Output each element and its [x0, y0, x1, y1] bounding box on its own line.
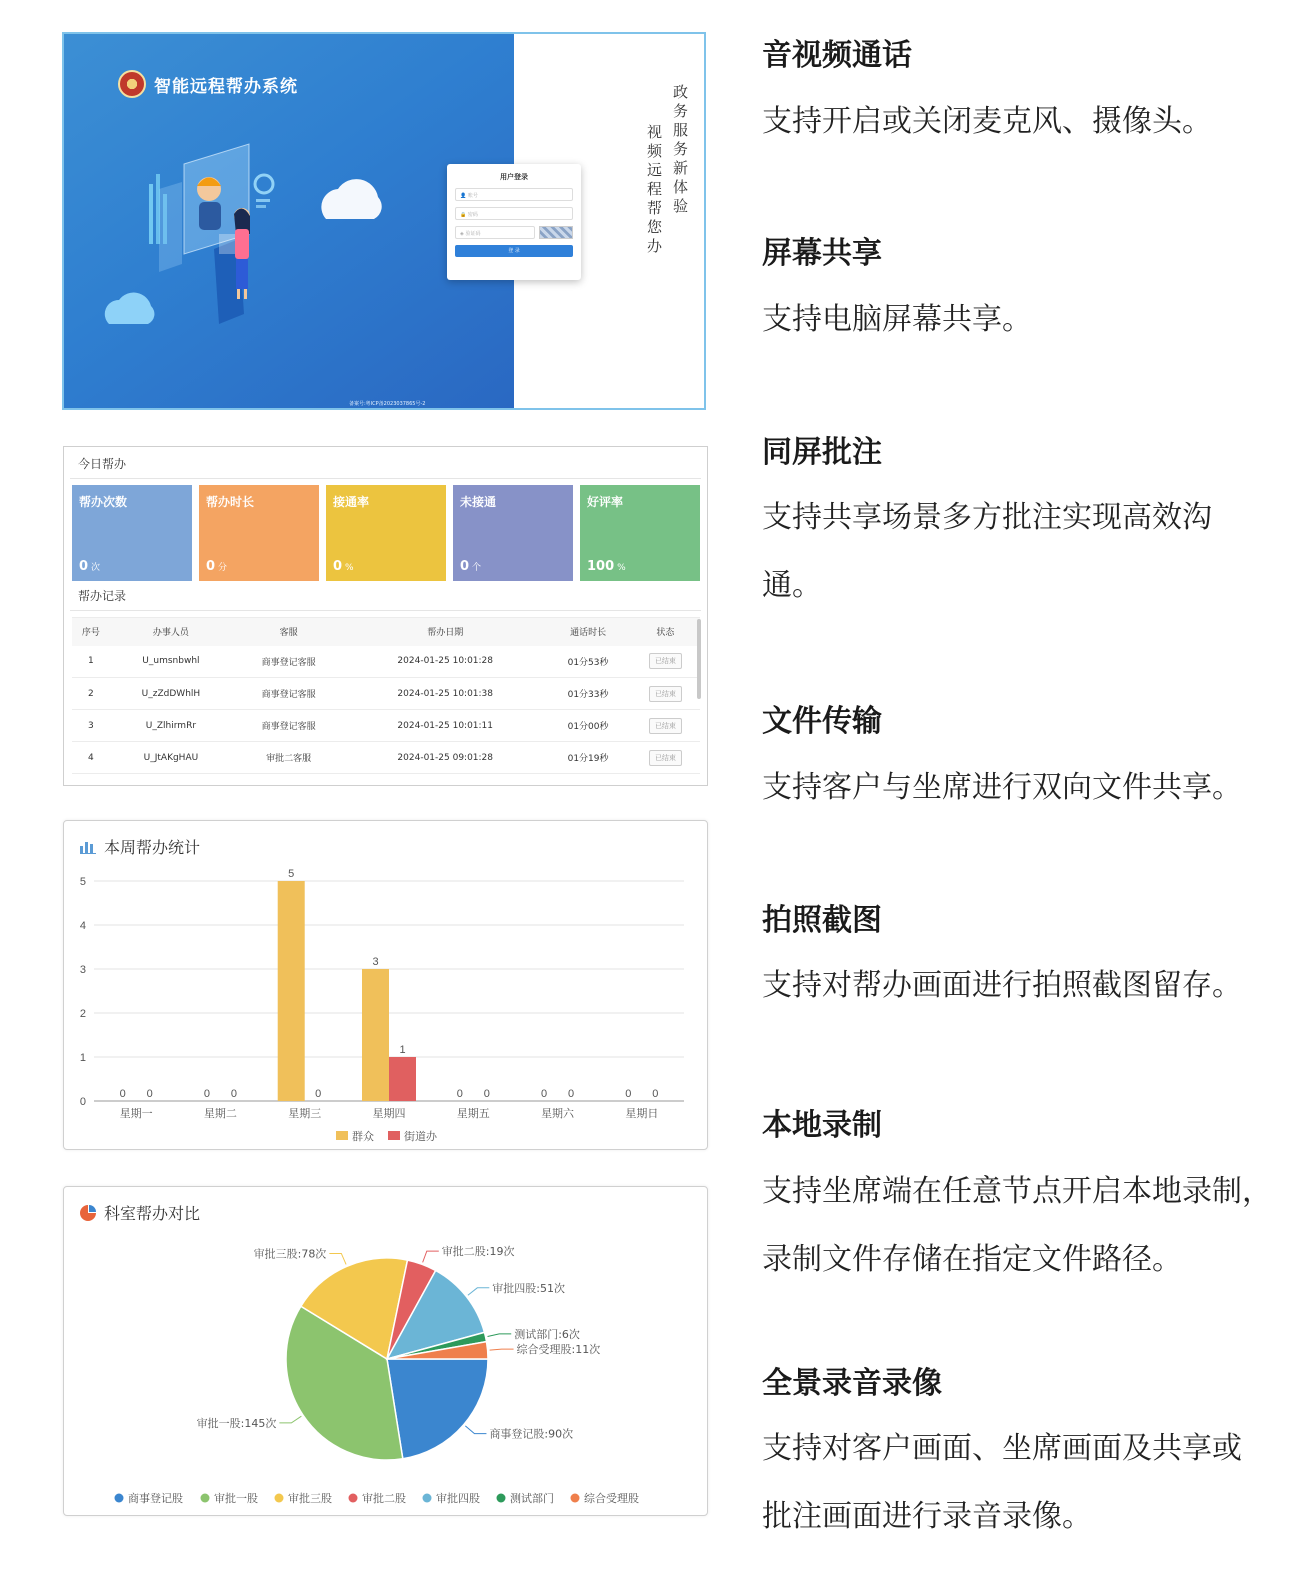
stat-label: 好评率 — [587, 495, 624, 509]
login-card-title: 用户登录 — [500, 173, 528, 181]
legend-dot — [423, 1494, 432, 1503]
column-header: 通话时长 — [545, 618, 631, 646]
x-tick-label: 星期四 — [372, 1107, 406, 1120]
stat-label: 帮办次数 — [79, 495, 128, 509]
username-input[interactable]: 👤 账号 — [455, 188, 573, 201]
table-cell: U_JtAKgHAU — [110, 742, 232, 774]
status-badge: 已结束 — [649, 750, 682, 766]
legend-label: 审批四股 — [436, 1492, 480, 1505]
legend-swatch — [388, 1131, 400, 1140]
bar-街道办 — [389, 1057, 416, 1101]
column-header: 状态 — [631, 618, 700, 646]
table-row[interactable] — [72, 742, 700, 774]
stat-card-3 — [453, 485, 573, 581]
status-cell — [631, 742, 700, 774]
data-label: 0 — [119, 1088, 126, 1100]
stat-value: 0 次 — [79, 559, 101, 574]
data-label: 0 — [315, 1088, 322, 1100]
table-cell: 2024-01-25 10:01:11 — [345, 710, 545, 742]
feature-desc-full-record: 支持对客户画面、坐席画面及共享或批注画面进行录音录像。 — [762, 1431, 1242, 1534]
data-label: 0 — [146, 1088, 153, 1100]
pie-leader-line — [488, 1334, 512, 1337]
login-card — [447, 164, 581, 280]
records-section-title: 帮办记录 — [70, 583, 701, 611]
status-cell — [631, 646, 700, 678]
table-cell: 1 — [72, 646, 110, 678]
stat-value: 100 % — [587, 559, 626, 574]
feature-title-full-record: 全景录音录像 — [762, 1366, 942, 1401]
table-cell: U_ZlhirmRr — [110, 710, 232, 742]
stat-card-0 — [72, 485, 192, 581]
x-tick-label: 星期六 — [541, 1107, 575, 1120]
data-label: 3 — [372, 956, 379, 968]
weekly-stats-panel — [63, 820, 708, 1150]
legend-dot — [201, 1494, 210, 1503]
feature-title-av-call: 音视频通话 — [762, 38, 912, 73]
lock-icon: 🔒 — [460, 212, 468, 218]
x-tick-label: 星期日 — [625, 1107, 659, 1120]
shield-icon: ◈ — [460, 231, 466, 237]
pie-slice-label: 商事登记股:90次 — [489, 1427, 574, 1441]
table-cell: 4 — [72, 742, 110, 774]
legend-dot — [349, 1494, 358, 1503]
login-button[interactable]: 登 录 — [455, 245, 573, 257]
data-label: 0 — [456, 1088, 463, 1100]
table-cell: 01分53秒 — [545, 646, 631, 678]
table-scrollbar[interactable] — [697, 619, 701, 699]
column-header: 序号 — [72, 618, 110, 646]
pie-chart — [64, 1187, 709, 1517]
stat-value: 0 % — [333, 559, 354, 574]
legend-label: 审批二股 — [362, 1492, 406, 1505]
table-cell: 2024-01-25 09:01:28 — [345, 742, 545, 774]
data-label: 1 — [399, 1044, 406, 1056]
bar-chart — [64, 821, 709, 1151]
pie-chart-title: 科室帮办对比 — [104, 1204, 201, 1223]
legend-label: 商事登记股 — [128, 1492, 183, 1505]
login-screenshot — [62, 32, 706, 410]
feature-desc-annotation: 支持共享场景多方批注实现高效沟通。 — [762, 500, 1212, 603]
today-section-title: 今日帮办 — [70, 447, 701, 479]
records-table — [72, 617, 700, 774]
status-badge: 已结束 — [649, 686, 682, 702]
pie-leader-line — [490, 1349, 514, 1350]
legend-dot — [497, 1494, 506, 1503]
feature-title-local-record: 本地录制 — [762, 1108, 882, 1143]
stat-value: 0 分 — [206, 559, 228, 574]
feature-title-annotation: 同屏批注 — [762, 435, 882, 470]
pie-slice-label: 综合受理股:11次 — [516, 1343, 601, 1357]
status-cell — [631, 710, 700, 742]
table-cell: 2 — [72, 678, 110, 710]
table-cell: 商事登记客服 — [232, 678, 345, 710]
y-tick-label: 0 — [79, 1096, 86, 1108]
stat-value: 0 个 — [460, 559, 482, 574]
data-label: 0 — [203, 1088, 210, 1100]
feature-desc-local-record: 支持坐席端在任意节点开启本地录制，录制文件存储在指定文件路径。 — [762, 1174, 1272, 1277]
y-tick-label: 5 — [79, 876, 86, 888]
pie-leader-line — [329, 1253, 346, 1264]
brand-logo — [118, 70, 298, 98]
table-header — [72, 618, 700, 646]
pie-leader-line — [468, 1288, 489, 1295]
table-row[interactable] — [72, 710, 700, 742]
status-badge: 已结束 — [649, 653, 682, 669]
status-badge: 已结束 — [649, 718, 682, 734]
table-cell: 01分33秒 — [545, 678, 631, 710]
table-cell: 商事登记客服 — [232, 646, 345, 678]
legend-label: 测试部门 — [510, 1492, 554, 1505]
stat-label: 未接通 — [460, 495, 497, 509]
table-cell: 01分00秒 — [545, 710, 631, 742]
bar-chart-title: 本周帮办统计 — [104, 838, 201, 857]
icp-record: 备案号:粤ICP备2023037865号-2 — [349, 401, 426, 407]
user-icon: 👤 — [460, 193, 468, 199]
stat-label: 帮办时长 — [206, 495, 255, 509]
stat-cards — [64, 479, 707, 583]
feature-title-screenshot: 拍照截图 — [762, 903, 882, 938]
table-cell: 审批二客服 — [232, 742, 345, 774]
legend-dot — [115, 1494, 124, 1503]
stat-card-2 — [326, 485, 446, 581]
department-compare-panel — [63, 1186, 708, 1516]
data-label: 0 — [483, 1088, 490, 1100]
stat-card-4 — [580, 485, 700, 581]
pie-slice-商事登记股 — [387, 1359, 488, 1459]
pie-slice-label: 测试部门:6次 — [514, 1327, 580, 1341]
legend-label: 审批一股 — [214, 1492, 258, 1505]
bar-群众 — [362, 969, 389, 1101]
y-tick-label: 1 — [79, 1052, 86, 1064]
x-tick-label: 星期一 — [119, 1107, 153, 1120]
table-cell: 商事登记客服 — [232, 710, 345, 742]
y-tick-label: 4 — [79, 920, 86, 932]
pie-leader-line — [465, 1426, 486, 1434]
brand-name: 智能远程帮办系统 — [154, 76, 298, 97]
feature-title-file-transfer: 文件传输 — [762, 704, 882, 739]
pie-slice-label: 审批三股:78次 — [253, 1247, 327, 1261]
table-cell: U_umsnbwhl — [110, 646, 232, 678]
table-row[interactable] — [72, 646, 700, 678]
column-header: 客服 — [232, 618, 345, 646]
data-label: 0 — [541, 1088, 548, 1100]
stat-label: 接通率 — [333, 495, 370, 509]
pie-slice-label: 审批四股:51次 — [492, 1281, 566, 1295]
captcha-image[interactable] — [539, 226, 573, 239]
feature-title-screen-share: 屏幕共享 — [762, 236, 882, 271]
pie-slice-label: 审批一股:145次 — [196, 1416, 277, 1430]
data-label: 5 — [288, 868, 295, 880]
table-cell: U_zZdDWhlH — [110, 678, 232, 710]
pie-leader-line — [423, 1251, 439, 1262]
column-header: 办事人员 — [110, 618, 232, 646]
feature-desc-av-call: 支持开启或关闭麦克风、摄像头。 — [762, 104, 1212, 139]
column-header: 帮办日期 — [345, 618, 545, 646]
table-cell: 2024-01-25 10:01:28 — [345, 646, 545, 678]
data-label: 0 — [652, 1088, 659, 1100]
emblem-icon — [118, 70, 146, 98]
feature-desc-file-transfer: 支持客户与坐席进行双向文件共享。 — [762, 770, 1242, 805]
feature-desc-screen-share: 支持电脑屏幕共享。 — [762, 302, 1032, 337]
data-label: 0 — [230, 1088, 237, 1100]
legend-label: 街道办 — [404, 1130, 437, 1143]
bar-群众 — [278, 881, 305, 1101]
legend-label: 综合受理股 — [584, 1492, 639, 1505]
x-tick-label: 星期二 — [203, 1107, 237, 1120]
table-cell: 01分19秒 — [545, 742, 631, 774]
table-cell: 2024-01-25 10:01:38 — [345, 678, 545, 710]
dashboard-screenshot — [63, 446, 708, 786]
legend-label: 审批三股 — [288, 1492, 332, 1505]
y-tick-label: 2 — [79, 1008, 86, 1020]
slogan-left: 视频远程帮您办 — [645, 124, 663, 257]
data-label: 0 — [625, 1088, 632, 1100]
slogan-right: 政务服务新体验 — [671, 84, 689, 217]
stat-card-1 — [199, 485, 319, 581]
status-cell — [631, 678, 700, 710]
pie-leader-line — [279, 1416, 301, 1423]
legend-dot — [275, 1494, 284, 1503]
data-label: 0 — [568, 1088, 575, 1100]
legend-swatch — [336, 1131, 348, 1140]
legend-label: 群众 — [352, 1130, 374, 1143]
password-input[interactable]: 🔒 密码 — [455, 207, 573, 220]
x-tick-label: 星期三 — [288, 1107, 322, 1120]
y-tick-label: 3 — [79, 964, 86, 976]
x-tick-label: 星期五 — [456, 1107, 490, 1120]
table-row[interactable] — [72, 678, 700, 710]
pie-slice-label: 审批二股:19次 — [441, 1245, 515, 1259]
feature-desc-screenshot: 支持对帮办画面进行拍照截图留存。 — [762, 968, 1242, 1003]
legend-dot — [571, 1494, 580, 1503]
table-cell: 3 — [72, 710, 110, 742]
captcha-input[interactable]: ◈ 验证码 — [455, 226, 535, 239]
